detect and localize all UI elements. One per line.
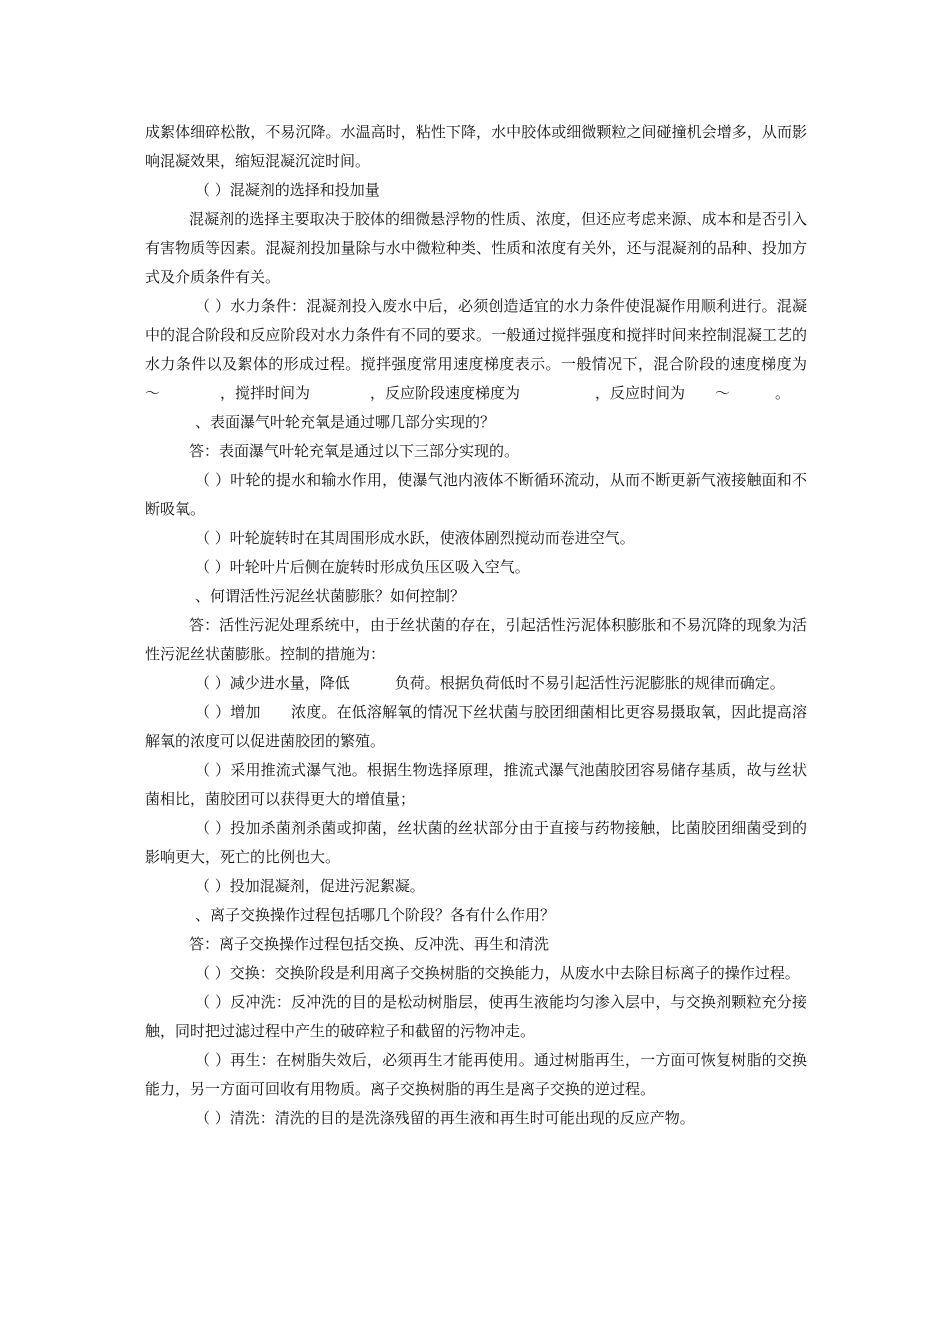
- paragraph: 混凝剂的选择主要取决于胶体的细微悬浮物的性质、浓度，但还应考虑来源、成本和是否引入有害物质等因素。混凝剂投加量除与水中微粒种类、性质和浓度有关外，还与混凝剂的品种、投加方式及介质条件有关。: [145, 210, 807, 286]
- list-item: （ ）投加混凝剂，促进污泥絮凝。: [195, 877, 425, 895]
- list-item: （ ）叶轮叶片后侧在旋转时形成负压区吸入空气。: [195, 558, 530, 576]
- list-item: （ ）叶轮旋转时在其周围形成水跃，使液体剧烈搅动而卷进空气。: [195, 529, 635, 547]
- paragraph: （ ）水力条件：混凝剂投入废水中后，必须创造适宜的水力条件使混凝作用顺利进行。混凝中的混合阶段和反应阶段对水力条件有不同的要求。一般通过搅拌强度和搅拌时间来控制混凝工艺的水力条件以及絮体的形成过程。搅拌强度常用速度梯度表示。一般情况下，混合阶段的速度梯度为 ～ ，搅拌时间为 ，反应阶段速度梯度为 ，反应时间为 ～ 。: [145, 297, 853, 402]
- list-item: （ ）交换：交换阶段是利用离子交换树脂的交换能力，从废水中去除目标离子的操作过程。: [195, 964, 800, 982]
- list-item: （ ）减少进水量，降低 负荷。根据负荷低时不易引起活性污泥膨胀的规律而确定。: [195, 674, 785, 692]
- list-item: （ ）采用推流式瀑气池。根据生物选择原理，推流式瀑气池菌胶团容易储存基质，故与丝状菌相比，菌胶团可以获得更大的增值量；: [145, 761, 807, 808]
- list-item: （ ）再生：在树脂失效后，必须再生才能再使用。通过树脂再生，一方面可恢复树脂的交换能力，另一方面可回收有用物质。离子交换树脂的再生是离子交换的逆过程。: [145, 1051, 807, 1098]
- document-page: [145, 118, 853, 1133]
- answer-paragraph: 答：表面瀑气叶轮充氧是通过以下三部分实现的。: [189, 442, 520, 460]
- paragraph: 成絮体细碎松散，不易沉降。水温高时，粘性下降，水中胶体或细微颗粒之间碰撞机会增多，从而影响混凝效果，缩短混凝沉淀时间。: [145, 123, 807, 170]
- section-heading: （ ）混凝剂的选择和投加量: [195, 181, 380, 199]
- list-item: （ ）清洗：清洗的目的是洗涤残留的再生液和再生时可能出现的反应产物。: [195, 1109, 695, 1127]
- answer-paragraph: 答：活性污泥处理系统中，由于丝状菌的存在，引起活性污泥体积膨胀和不易沉降的现象为活性污泥丝状菌膨胀。控制的措施为：: [145, 616, 807, 663]
- answer-paragraph: 答：离子交换操作过程包括交换、反冲洗、再生和清洗: [189, 935, 550, 953]
- list-item: （ ）投加杀菌剂杀菌或抑菌，丝状菌的丝状部分由于直接与药物接触，比菌胶团细菌受到的影响更大，死亡的比例也大。: [145, 819, 807, 866]
- list-item: （ ）叶轮的提水和输水作用，使瀑气池内液体不断循环流动，从而不断更新气液接触面和不断吸氧。: [145, 471, 807, 518]
- list-item: （ ）增加 浓度。在低溶解氧的情况下丝状菌与胶团细菌相比更容易摄取氧，因此提高溶解氧的浓度可以促进菌胶团的繁殖。: [145, 703, 807, 750]
- question-heading: 、离子交换操作过程包括哪几个阶段？各有什么作用？: [195, 906, 556, 924]
- question-heading: 、表面瀑气叶轮充氧是通过哪几部分实现的？: [195, 413, 496, 431]
- question-heading: 、何谓活性污泥丝状菌膨胀？如何控制？: [195, 587, 466, 605]
- list-item: （ ）反冲洗：反冲洗的目的是松动树脂层，使再生液能均匀渗入层中，与交换剂颗粒充分接触，同时把过滤过程中产生的破碎粒子和截留的污物冲走。: [145, 993, 807, 1040]
